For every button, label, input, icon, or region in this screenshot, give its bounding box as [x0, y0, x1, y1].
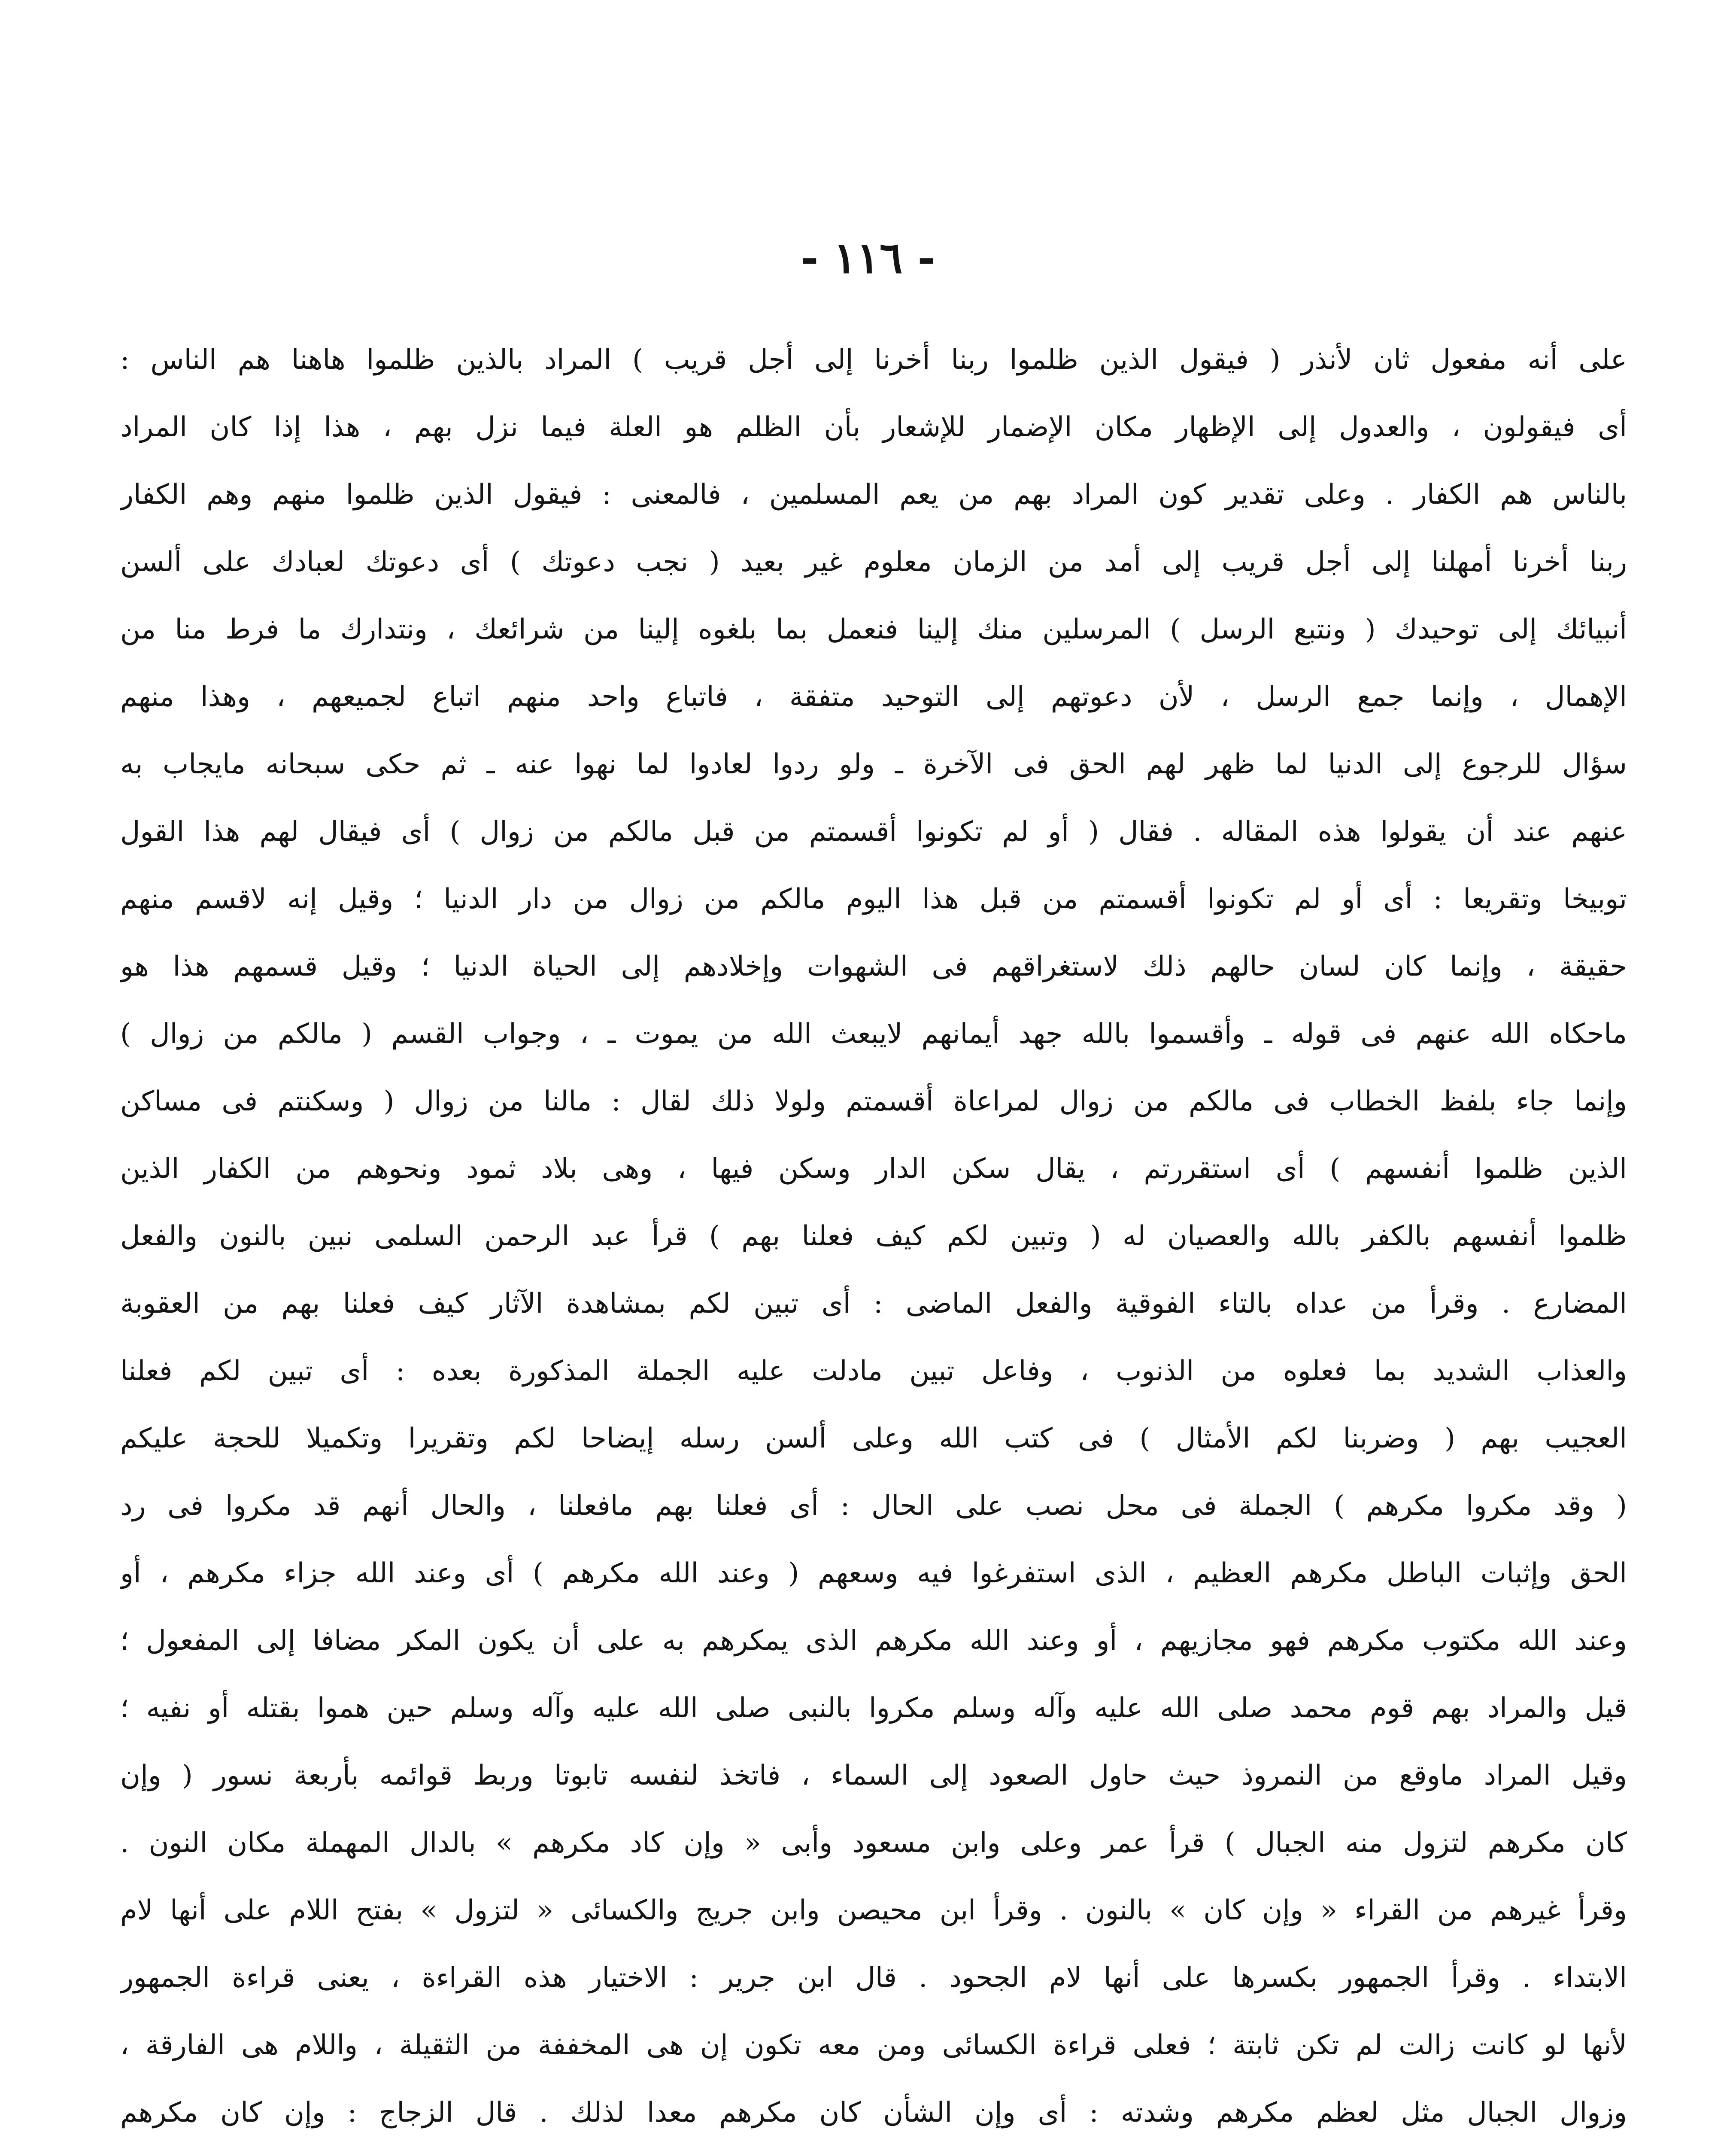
text-line: الذين ظلموا أنفسهم ) أى استقررتم ، يقال سكن الدار وسكن فيها ، وهى بلاد ثمود ونحوهم من الكفار الذين: [120, 1153, 1627, 1185]
body-text: [120, 326, 1627, 2147]
text-line: وإنما جاء بلفظ الخطاب فى مالكم من زوال لمراعاة أقسمتم ولولا ذلك لقال : مالنا من زوال ( وسكنتم فى مساكن: [120, 1086, 1627, 1117]
text-line: وقرأ غيرهم من القراء « وإن كان » بالنون . وقرأ ابن محيصن وابن جريج والكسائى « لتزول » بفتح اللام على أنها لام: [120, 1895, 1627, 1926]
page-number: - ١١٦ -: [801, 232, 935, 283]
text-line: والعذاب الشديد بما فعلوه من الذنوب ، وفاعل تبين مادلت عليه الجملة المذكورة بعده : أى تبين لكم فعلنا: [120, 1355, 1627, 1387]
text-line: سؤال للرجوع إلى الدنيا لما ظهر لهم الحق فى الآخرة ـ ولو ردوا لعادوا لما نهوا عنه ـ ثم حكى سبحانه مايجاب به: [120, 748, 1627, 780]
text-line: توبيخا وتقريعا : أى أو لم تكونوا أقسمتم من قبل هذا اليوم مالكم من زوال من دار الدنيا ؛ وقيل إنه لاقسم منهم: [120, 883, 1627, 915]
text-line: قيل والمراد بهم قوم محمد صلى الله عليه وآله وسلم مكروا بالنبى صلى الله عليه وآله وسلم حين هموا بقتله أو نفيه ؛: [120, 1692, 1627, 1724]
text-line: الابتداء . وقرأ الجمهور بكسرها على أنها لام الجحود . قال ابن جرير : الاختيار هذه القراءة ، يعنى قراءة الجمهور: [120, 1962, 1627, 1994]
text-line: ربنا أخرنا أمهلنا إلى أجل قريب إلى أمد من الزمان معلوم غير بعيد ( نجب دعوتك ) أى دعوتك لعبادك على ألسن: [120, 546, 1627, 578]
text-line: المضارع . وقرأ من عداه بالتاء الفوقية والفعل الماضى : أى تبين لكم بمشاهدة الآثار كيف فعلنا بهم من العقوبة: [120, 1288, 1627, 1320]
text-line: كان مكرهم لتزول منه الجبال ) قرأ عمر وعلى وابن مسعود وأبى « وإن كاد مكرهم » بالدال المهملة مكان النون .: [120, 1827, 1627, 1859]
text-line: ( وقد مكروا مكرهم ) الجملة فى محل نصب على الحال : أى فعلنا بهم مافعلنا ، والحال أنهم قد مكروا فى رد: [120, 1490, 1627, 1522]
text-line: ظلموا أنفسهم بالكفر بالله والعصيان له ( وتبين لكم كيف فعلنا بهم ) قرأ عبد الرحمن السلمى نبين بالنون والفعل: [120, 1220, 1627, 1252]
text-line: العجيب بهم ( وضربنا لكم الأمثال ) فى كتب الله وعلى ألسن رسله إيضاحا لكم وتقريرا وتكميلا للحجة عليكم: [120, 1423, 1627, 1454]
text-line: أنبيائك إلى توحيدك ( ونتبع الرسل ) المرسلين منك إلينا فنعمل بما بلغوه إلينا من شرائعك ، ونتدارك ما فرط منا من: [120, 614, 1627, 645]
text-line: لأنها لو كانت زالت لم تكن ثابتة ؛ فعلى قراءة الكسائى ومن معه تكون إن هى المخففة من الثقيلة ، واللام هى الفارقة ،: [120, 2029, 1627, 2061]
text-line: ماحكاه الله عنهم فى قوله ـ وأقسموا بالله جهد أيمانهم لايبعث الله من يموت ـ ، وجواب القسم ( مالكم من زوال ): [120, 1018, 1627, 1050]
text-line: الحق وإثبات الباطل مكرهم العظيم ، الذى استفرغوا فيه وسعهم ( وعند الله مكرهم ) أى وعند الله جزاء مكرهم ، أو: [120, 1557, 1627, 1589]
text-line: على أنه مفعول ثان لأنذر ( فيقول الذين ظلموا ربنا أخرنا إلى أجل قريب ) المراد بالذين ظلموا هاهنا هم الناس :: [120, 344, 1627, 376]
text-line: وعند الله مكتوب مكرهم فهو مجازيهم ، أو وعند الله مكرهم الذى يمكرهم به على أن يكون المكر مضافا إلى المفعول ؛: [120, 1625, 1627, 1657]
text-line: بالناس هم الكفار . وعلى تقدير كون المراد بهم من يعم المسلمين ، فالمعنى : فيقول الذين ظلموا منهم وهم الكفار: [120, 479, 1627, 511]
text-line: حقيقة ، وإنما كان لسان حالهم ذلك لاستغراقهم فى الشهوات وإخلادهم إلى الحياة الدنيا ؛ وقيل قسمهم هذا هو: [120, 951, 1627, 982]
text-line: عنهم عند أن يقولوا هذه المقاله . فقال ( أو لم تكونوا أقسمتم من قبل مالكم من زوال ) أى فيقال لهم هذا القول: [120, 816, 1627, 848]
text-line: أى فيقولون ، والعدول إلى الإظهار مكان الإضمار للإشعار بأن الظلم هو العلة فيما نزل بهم ، هذا إذا كان المراد: [120, 411, 1627, 443]
text-line: وقيل المراد ماوقع من النمروذ حيث حاول الصعود إلى السماء ، فاتخذ لنفسه تابوتا وربط قوائمه بأربعة نسور ( وإن: [120, 1760, 1627, 1791]
text-line: وزوال الجبال مثل لعظم مكرهم وشدته : أى وإن الشأن كان مكرهم معدا لذلك . قال الزجاج : وإن كان مكرهم: [120, 2097, 1627, 2129]
text-line: الإهمال ، وإنما جمع الرسل ، لأن دعوتهم إلى التوحيد متفقة ، فاتباع واحد منهم اتباع لجميعهم ، وهذا منهم: [120, 681, 1627, 713]
